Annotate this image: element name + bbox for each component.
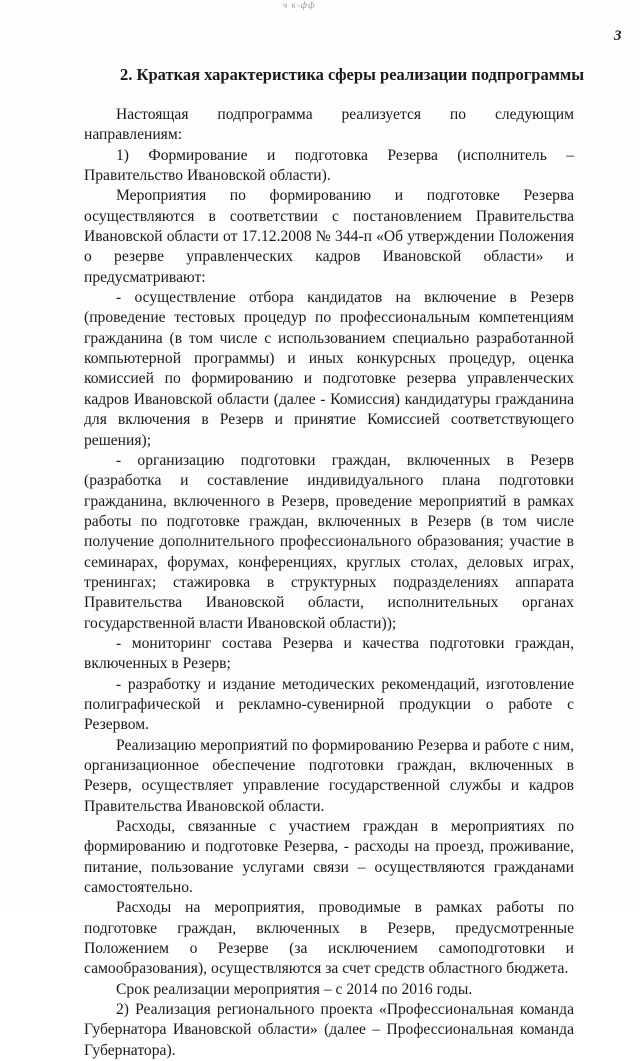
page-number: 3 xyxy=(614,28,622,44)
list-item-training: - организацию подготовки граждан, включенных в Резерв (разработка и составление индивидуального плана подготовки гражданина, включенного в Резерв, проведение мероприятий в рамках работы по подготовке граждан, включенных в Резерв (в том числе получение дополнительного профессионального образования; участие в семинарах, форумах, конференциях, круглых столах, деловых играх, тренингах; стажировка в структурных подразделениях аппарата Правительства Ивановской области, исполнительных органах государственной власти Ивановской области)); xyxy=(84,451,574,632)
paragraph-term: Срок реализации мероприятия – с 2014 по 2016 годы. xyxy=(116,980,473,998)
paragraph-direction-1: 1) Формирование и подготовка Резерва (исполнитель – Правительство Ивановской области). xyxy=(84,146,574,185)
paragraph-direction-2: 2) Реализация регионального проекта «Профессиональная команда Губернатора Ивановской области» (далее – Профессиональная команда Губернатора). xyxy=(84,1001,574,1059)
section-heading: 2. Краткая характеристика сферы реализации подпрограммы xyxy=(120,65,585,84)
paragraph-personal-expenses: Расходы, связанные с участием граждан в мероприятиях по формированию и подготовке Резерва, - расходы на проезд, проживание, питание, пользование услугами связи – осуществляются гражданами самостоятельно. xyxy=(84,818,574,897)
list-item-selection: - осуществление отбора кандидатов на включение в Резерв (проведение тестовых процедур по профессиональным компетенциям гражданина (в том числе с использованием специально разработанной компьютерной программы) и иных конкурсных процедур, оценка комиссией по формированию и подготовке резерва управленческих кадров Ивановской области (далее - Комиссия) кандидатуры гражданина для включения в Резерв и принятие Комиссией соответствующего решения); xyxy=(84,289,574,449)
list-item-monitoring: - мониторинг состава Резерва и качества подготовки граждан, включенных в Резерв; xyxy=(84,634,574,673)
scan-mark: ч к-фф xyxy=(283,0,316,10)
paragraph-reserve-activities: Мероприятия по формированию и подготовке Резерва осуществляются в соответствии с постановлением Правительства Ивановской области от 17.12.2008 № 344-п «Об утверждении Положения о резерве управленческих кадров Ивановской области» и предусматривают: xyxy=(84,187,574,286)
paragraph-budget-expenses: Расходы на мероприятия, проводимые в рамках работы по подготовке граждан, включенных в Резерв, предусмотренные Положением о Резерве (за исключением самоподготовки и самообразования), осуществляются за счет средств областного бюджета. xyxy=(84,899,574,978)
list-item-publications: - разработку и издание методических рекомендаций, изготовление полиграфической и рекламно-сувенирной продукции о работе с Резервом. xyxy=(84,675,574,734)
document-body xyxy=(84,105,574,1061)
paragraph-intro: Настоящая подпрограмма реализуется по следующим направлениям: xyxy=(84,106,574,144)
paragraph-implementation: Реализацию мероприятий по формированию Резерва и работе с ним, организационное обеспечение подготовки граждан, включенных в Резерв, осуществляет управление государственной службы и кадров Правительства Ивановской области. xyxy=(84,736,574,815)
